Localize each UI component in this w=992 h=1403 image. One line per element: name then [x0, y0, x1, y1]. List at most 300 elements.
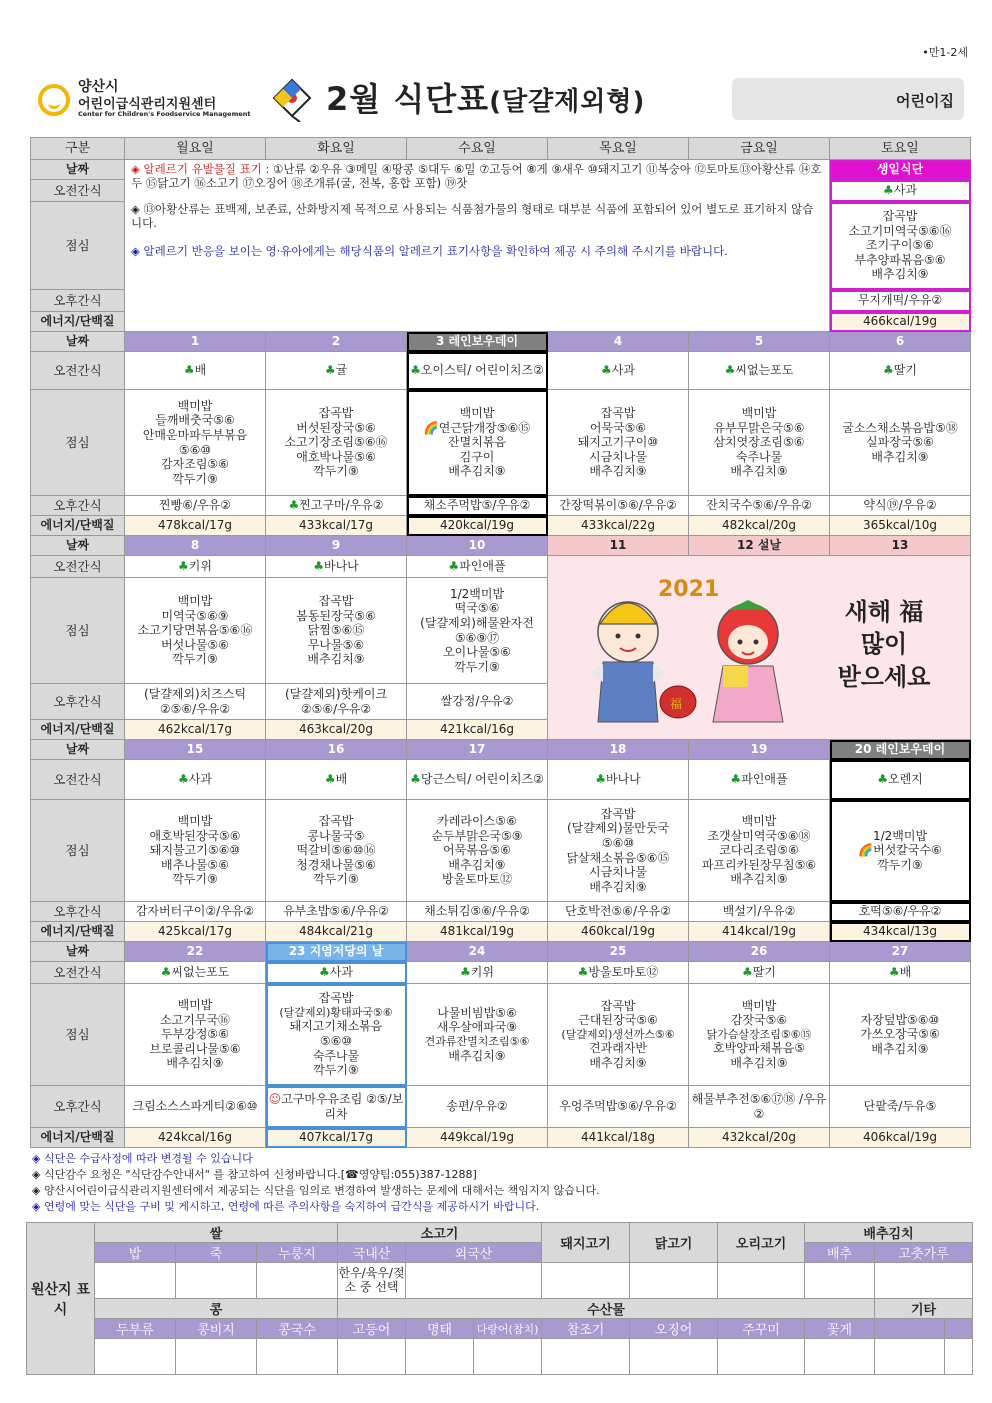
center-logo [38, 76, 268, 120]
origin-rice: 쌀 [95, 1223, 338, 1243]
lunch-cell [548, 390, 689, 496]
age-group-note: •만1-2세 [922, 46, 968, 59]
lunch-item: 굴소스채소볶음밥⑤⑱ [842, 420, 958, 435]
pm-snack: 잔치국수⑤⑥/우유② [689, 496, 830, 516]
am-snack [266, 352, 407, 390]
date-cell: 19 [689, 740, 830, 760]
lunch-item: 배추김치⑨ [166, 1056, 224, 1071]
reaction-note: ◈ 알레르기 반응을 보이는 영·유아에게는 해당식품의 알레르기 표기사항을 확인하여 제공 시 주의해 주시기를 바랍니다. [131, 244, 728, 259]
pm-snack: 채소튀김⑤⑥/우유② [407, 902, 548, 922]
header-category: 구분 [31, 138, 125, 160]
clover-icon: ♣ [730, 772, 742, 787]
lunch-item: 코다리조림⑤⑥ [719, 843, 799, 858]
row-label-lunch: 점심 [31, 984, 125, 1086]
footer-note: ◈ 양산시어린이급식관리지원센터에서 제공되는 식단을 임의로 변경하여 발생하는 문제에 대해서는 책임지지 않습니다. [32, 1184, 600, 1198]
lunch-item: 백미밥 [741, 405, 777, 420]
allergy-list: ①난류 ②우유 ③메밀 ④땅콩 ⑤대두 ⑥밀 ⑦고등어 ⑧게 ⑨새우 ⑩돼지고기 ⑪복숭아 ⑫토마토⑬아황산류 ⑭호두 ⑮닭고기 ⑯소고기 ⑰오징어 ⑱조개류(굴, 전복, 홍합 포함) ⑲잣 [131, 162, 822, 191]
lunch-cell [407, 800, 548, 902]
pm-snack: 크림소스스파게티②⑥⑩ [125, 1086, 266, 1128]
clover-icon: ♣ [448, 559, 460, 574]
am-snack [689, 962, 830, 984]
lunch-item: 견과래자반 [589, 1041, 647, 1056]
lunch-item: 버섯된장국⑤⑥ [296, 420, 376, 435]
lunch-item [408, 421, 546, 436]
lucky-pouch-label: 福 [670, 697, 683, 711]
header-friday: 금요일 [689, 138, 830, 160]
lunch-cell [830, 800, 971, 902]
am-snack-text: 키위 [470, 965, 494, 980]
row-label-pm: 오후간식 [31, 290, 125, 312]
am-snack [125, 962, 266, 984]
lunch-item: 어묵볶음⑤⑥ [443, 843, 511, 858]
logo-city: 양산시 [78, 79, 119, 95]
allergy-notes [125, 160, 830, 332]
date-cell: 5 [689, 332, 830, 352]
lunch-item: 배추김치⑨ [448, 1048, 506, 1063]
energy-cell: 434kcal/13g [830, 922, 971, 942]
lunch-item: 새우살애파국⑨ [436, 1020, 518, 1035]
am-snack-text: 딸기 [893, 363, 917, 378]
pm-snack: (달걀제외)핫케이크 ②⑤⑥/우유② [266, 684, 407, 720]
pm-snack: 채소주먹밥⑤/우유② [407, 496, 548, 516]
clover-icon: ♣ [324, 363, 336, 378]
menu-table [30, 137, 971, 1148]
am-snack [830, 352, 971, 390]
lunch-item: 돼지불고기⑤⑥⑩ [149, 843, 241, 858]
lunch-item: 배추김치⑨ [589, 1055, 647, 1070]
origin-seafood-sub: 꽃게 [805, 1319, 875, 1339]
row-label-am: 오전간식 [31, 180, 125, 202]
lunch-item: 백미밥 [177, 813, 213, 828]
energy-cell: 449kcal/19g [407, 1128, 548, 1148]
am-snack [689, 352, 830, 390]
lunch-cell [830, 984, 971, 1086]
origin-bean-sub: 콩국수 [257, 1319, 338, 1339]
am-snack [830, 180, 971, 202]
am-snack-text: 배 [194, 363, 207, 378]
lunch-item: 자장덮밥⑤⑥⑩ [860, 1012, 940, 1027]
lunch-item: 백미밥 [177, 593, 213, 608]
lunch-item: 깍두기⑨ [313, 464, 359, 479]
lunch-item: 시금치나물 [589, 865, 647, 880]
lunch-item: 시금치나물 [589, 449, 647, 464]
date-cell: 15 [125, 740, 266, 760]
origin-kimchi-sub: 배추 [805, 1243, 875, 1263]
lunch-cell [125, 984, 266, 1086]
origin-kimchi-sub: 고춧가루 [875, 1243, 973, 1263]
lunch-cell [689, 800, 830, 902]
new-year-greeting [548, 556, 971, 740]
footer-note: ◈ 식단은 수급사정에 따라 변경될 수 있습니다 [32, 1152, 253, 1165]
lunch-item: 깍두기⑨ [172, 471, 218, 486]
date-cell-rainbow-day: 3 레인보우데이 [407, 332, 548, 352]
row-label-lunch: 점심 [31, 390, 125, 496]
date-cell: 18 [548, 740, 689, 760]
pm-snack: 유부초밥⑤⑥/우유② [266, 902, 407, 922]
origin-value [542, 1339, 630, 1375]
date-cell-seollal: 12 설날 [689, 536, 830, 556]
row-label-energy: 에너지/단백질 [31, 1128, 125, 1148]
origin-value [805, 1263, 875, 1299]
energy-cell: 433kcal/17g [266, 516, 407, 536]
energy-cell: 365kcal/10g [830, 516, 971, 536]
lunch-item: 닭찜⑤⑥⑮ [307, 623, 365, 638]
lunch-item: 배추김치⑨ [730, 872, 788, 887]
origin-etc: 기타 [875, 1299, 973, 1319]
energy-cell: 424kcal/16g [125, 1128, 266, 1148]
lunch-item: 감잣국⑤⑥ [730, 1013, 788, 1028]
am-snack-text: 당근스틱/ 어린이치즈② [420, 772, 544, 787]
footer-note: ◈ 식단감수 요청은 "식단감수안내서" 를 참고하여 신청바랍니다.[☎영양팀:055)387-1288] [32, 1168, 477, 1182]
am-snack-text: 바나나 [323, 559, 359, 574]
lunch-item: 순두부맑은국⑤⑨ [431, 828, 523, 843]
date-cell: 2 [266, 332, 407, 352]
lunch-cell [125, 578, 266, 684]
lunch-item: 잡곡밥 [318, 405, 354, 420]
origin-value [875, 1339, 945, 1375]
origin-beef: 소고기 [338, 1223, 542, 1243]
header-tuesday: 화요일 [266, 138, 407, 160]
lunch-item: ⑤⑥⑩ [178, 442, 212, 457]
lunch-item: 조갯살미역국⑤⑥⑱ [707, 828, 811, 843]
lunch-item: 떡갈비⑤⑥⑩⑯ [296, 843, 376, 858]
origin-value [406, 1339, 474, 1375]
row-label-am: 오전간식 [31, 556, 125, 578]
logo-english-name: Center for Children's Foodservice Management [78, 110, 251, 118]
row-label-am: 오전간식 [31, 962, 125, 984]
origin-seafood-sub: 참조기 [542, 1319, 630, 1339]
clover-icon: ♣ [410, 363, 421, 378]
am-snack [689, 760, 830, 800]
lunch-item: 깍두기⑨ [313, 872, 359, 887]
date-cell: 8 [125, 536, 266, 556]
origin-beef-sub: 국내산 [338, 1243, 406, 1263]
lunch-item: 깍두기⑨ [454, 659, 500, 674]
lunch-item: 방울토마토⑫ [442, 872, 512, 887]
lunch-item [831, 843, 969, 858]
lunch-item: 닭가슴살장조림⑤⑥⑮ [706, 1027, 812, 1041]
lunch-item: 배추김치⑨ [448, 857, 506, 872]
clover-icon: ♣ [288, 498, 300, 513]
origin-value [718, 1339, 805, 1375]
energy-cell: 462kcal/17g [125, 720, 266, 740]
sulfite-note: ◈ ⑬아황산류는 표백제, 보존료, 산화방지제 목적으로 사용되는 식품첨가물의 형태로 대부분 식품에 포함되어 있어 별도로 표기하지 않습니다. [131, 202, 814, 231]
lunch-item: 브로콜리나물⑤⑥ [149, 1041, 241, 1056]
am-snack-text: 오렌지 [887, 772, 923, 787]
am-snack-text: 파인애플 [459, 559, 506, 574]
origin-seafood-sub: 주꾸미 [718, 1319, 805, 1339]
am-snack-text: 바나나 [605, 772, 641, 787]
date-cell: 27 [830, 942, 971, 962]
pm-snack: 백설기/우유② [689, 902, 830, 922]
pm-snack: 단팥죽/두유⑤ [830, 1086, 971, 1128]
lunch-cell [407, 984, 548, 1086]
clover-icon: ♣ [183, 363, 195, 378]
lunch-item: 소고기무국⑯ [160, 1012, 230, 1027]
pm-snack: 찐빵⑥/우유② [125, 496, 266, 516]
origin-etc-sub [875, 1319, 945, 1339]
am-snack [407, 760, 548, 800]
lunch-item: 떡국⑤⑥ [454, 601, 500, 616]
am-snack [266, 760, 407, 800]
lunch-item: 애호박나물⑤⑥ [296, 449, 376, 464]
am-snack [830, 962, 971, 984]
lunch-item-text: 연근닭개장⑤⑥⑮ [438, 420, 531, 435]
lunch-item: 돼지고기채소볶음 [289, 1019, 383, 1034]
origin-label: 원산지 표시 [27, 1223, 95, 1375]
lunch-item: 소고기장조림⑤⑥⑯ [284, 435, 388, 450]
date-cell: 6 [830, 332, 971, 352]
footer-notes [32, 1151, 972, 1215]
pm-snack: 호떡⑤⑥/우유② [830, 902, 971, 922]
energy-cell: 433kcal/22g [548, 516, 689, 536]
lunch-item: 잡곡밥 [600, 806, 636, 821]
lunch-item: 백미밥 [741, 813, 777, 828]
origin-value [945, 1339, 973, 1375]
origin-bean-sub: 두부류 [95, 1319, 176, 1339]
row-label-energy: 에너지/단백질 [31, 922, 125, 942]
am-snack-text: 사과 [893, 183, 917, 198]
date-birthday: 생일식단 [830, 160, 971, 180]
am-snack [548, 352, 689, 390]
row-label-am: 오전간식 [31, 352, 125, 390]
row-label-date: 날짜 [31, 160, 125, 180]
am-snack-text: 파인애플 [741, 772, 788, 787]
am-snack-text: 사과 [611, 363, 635, 378]
date-cell-rainbow-day: 20 레인보우데이 [830, 740, 971, 760]
greeting-line: 새해 福 [844, 598, 924, 626]
lunch-item: 깍두기⑨ [172, 872, 218, 887]
clover-icon: ♣ [178, 772, 189, 787]
lunch-cell [689, 984, 830, 1086]
lunch-item: 소고기당면볶음⑤⑥⑯ [137, 623, 253, 638]
row-label-pm: 오후간식 [31, 902, 125, 922]
origin-seafood-sub: 다랑어(참치) [474, 1319, 542, 1339]
lunch-item: 근대된장국⑤⑥ [578, 1013, 658, 1028]
am-snack-text: 사과 [329, 965, 353, 980]
header-thursday: 목요일 [548, 138, 689, 160]
lunch-item: 가쓰오장국⑤⑥ [860, 1027, 940, 1042]
am-snack [125, 352, 266, 390]
clover-icon: ♣ [595, 772, 606, 787]
lunch-item: 백미밥 [741, 998, 777, 1013]
pm-snack: (달걀제외)치즈스틱 ②⑤⑥/우유② [125, 684, 266, 720]
pm-snack: 무지개떡/우유② [830, 290, 971, 312]
school-name: 어린이집 [732, 78, 964, 120]
origin-value [257, 1263, 338, 1299]
lunch-item: 삼치엿장조림⑤⑥ [713, 435, 805, 450]
clover-icon: ♣ [160, 965, 172, 980]
row-label-date: 날짜 [31, 942, 125, 962]
rainbow-icon: 🌈 [858, 843, 874, 858]
origin-seafood: 수산물 [338, 1299, 875, 1319]
lunch-item: 깍두기⑨ [172, 652, 218, 667]
origin-beef-note: 한우/육우/젖소 중 선택 [338, 1263, 406, 1299]
kite-icon [270, 78, 314, 122]
lunch-item: 잡곡밥 [882, 208, 918, 223]
lunch-item: (달걀제외)해물완자전 [420, 615, 534, 630]
lunch-item: 배추김치⑨ [730, 464, 788, 479]
date-cell: 26 [689, 942, 830, 962]
lunch-cell [125, 800, 266, 902]
footer-note: ◈ 연령에 맞는 식단을 구비 및 게시하고, 연령에 따른 주의사항을 숙지하여 급간식을 제공하시기 바랍니다. [32, 1200, 540, 1214]
lunch-item: 돼지고기구이⑩ [577, 435, 659, 450]
date-cell: 24 [407, 942, 548, 962]
origin-value [406, 1263, 542, 1299]
lunch-cell [830, 202, 971, 290]
lunch-item: 1/2백미밥 [872, 828, 928, 843]
origin-chicken: 닭고기 [630, 1223, 718, 1263]
am-snack-text: 방울토마토⑫ [588, 965, 659, 980]
am-snack-text: 배 [335, 772, 348, 787]
lunch-cell [266, 800, 407, 902]
am-snack [407, 352, 548, 390]
row-label-date: 날짜 [31, 332, 125, 352]
lunch-item: 부추양파볶음⑤⑥ [854, 252, 946, 267]
lunch-item: 들깨배춧국⑤⑥ [155, 413, 235, 428]
pm-snack: 송편/우유② [407, 1086, 548, 1128]
energy-cell: 420kcal/19g [407, 516, 548, 536]
origin-etc-sub [945, 1319, 973, 1339]
clover-icon: ♣ [460, 965, 471, 980]
am-snack-text: 딸기 [752, 965, 776, 980]
am-snack [266, 962, 407, 984]
lunch-item: 오이나물⑤⑥ [443, 645, 511, 660]
am-snack [407, 556, 548, 578]
title-sub: (달걀제외형) [489, 87, 646, 117]
pm-snack: 우엉주먹밥⑤⑥/우유② [548, 1086, 689, 1128]
origin-value [630, 1339, 718, 1375]
origin-table [26, 1222, 973, 1375]
lunch-cell [125, 390, 266, 496]
energy-cell: 478kcal/17g [125, 516, 266, 536]
origin-rice-sub: 밥 [95, 1243, 176, 1263]
origin-bean-sub: 콩비지 [176, 1319, 257, 1339]
row-label-lunch: 점심 [31, 800, 125, 902]
origin-pork: 돼지고기 [542, 1223, 630, 1263]
energy-cell: 466kcal/19g [830, 312, 971, 332]
logo-center-name: 어린이급식관리지원센터 [78, 97, 217, 112]
origin-rice-sub: 누룽지 [257, 1243, 338, 1263]
row-label-am: 오전간식 [31, 760, 125, 800]
am-snack [548, 962, 689, 984]
header-wednesday: 수요일 [407, 138, 548, 160]
row-label-pm: 오후간식 [31, 684, 125, 720]
origin-value [542, 1263, 630, 1299]
origin-duck: 오리고기 [718, 1223, 805, 1263]
am-snack-text: 귤 [335, 363, 348, 378]
title-main: 2월 식단표 [326, 80, 490, 118]
energy-cell: 432kcal/20g [689, 1128, 830, 1148]
clover-icon: ♣ [724, 363, 736, 378]
chef-face-icon: ☺ [268, 1091, 282, 1106]
lunch-cell [548, 984, 689, 1086]
lunch-item: 배추김치⑨ [871, 449, 929, 464]
energy-cell: 484kcal/21g [266, 922, 407, 942]
am-snack-text: 키위 [188, 559, 212, 574]
row-label-pm: 오후간식 [31, 1086, 125, 1128]
lunch-item: 안매운마파두부볶음 [142, 427, 248, 442]
lunch-item: (달걀제외)물만둣국 [566, 821, 670, 836]
lunch-item: 숙주나물 [312, 1048, 360, 1063]
lunch-item: 애호박된장국⑤⑥ [149, 828, 241, 843]
pm-snack-text: 찐고구마/우유② [299, 498, 384, 513]
lunch-item: 닭살채소볶음⑤⑥⑮ [566, 850, 670, 865]
clover-icon: ♣ [324, 772, 336, 787]
lunch-item: 호박양파채볶음⑤ [713, 1041, 805, 1056]
origin-value [176, 1263, 257, 1299]
origin-value [875, 1263, 973, 1299]
lunch-item: 실파장국⑤⑥ [866, 435, 934, 450]
lunch-item: 소고기미역국⑤⑥⑯ [848, 223, 952, 238]
rainbow-icon: 🌈 [423, 420, 439, 435]
date-cell-holiday: 11 [548, 536, 689, 556]
origin-value [474, 1339, 542, 1375]
date-cell: 22 [125, 942, 266, 962]
am-snack-text: 배 [899, 965, 912, 980]
row-label-energy: 에너지/단백질 [31, 312, 125, 332]
energy-cell: 414kcal/19g [689, 922, 830, 942]
origin-value [805, 1339, 875, 1375]
greeting-line: 받으세요 [837, 662, 931, 691]
lunch-item: 나물비빔밥⑤⑥ [437, 1005, 517, 1020]
lunch-item: 견과류잔멸치조림⑤⑥ [424, 1035, 530, 1049]
date-cell-holiday: 13 [830, 536, 971, 556]
date-cell: 4 [548, 332, 689, 352]
greeting-line: 많이 [860, 630, 908, 659]
lunch-item: 배추김치⑨ [730, 1055, 788, 1070]
energy-cell: 421kcal/16g [407, 720, 548, 740]
row-label-date: 날짜 [31, 536, 125, 556]
lunch-item: 잡곡밥 [318, 593, 354, 608]
clover-icon: ♣ [877, 772, 888, 787]
energy-cell: 481kcal/19g [407, 922, 548, 942]
lunch-item: 조기구이⑤⑥ [866, 238, 934, 253]
pm-snack: 감자버터구이②/우유② [125, 902, 266, 922]
pm-snack: 쌀강정/우유② [407, 684, 548, 720]
date-cell: 9 [266, 536, 407, 556]
lunch-item: 배추김치⑨ [589, 464, 647, 479]
lunch-item: 배추김치⑨ [307, 652, 365, 667]
row-label-date: 날짜 [31, 740, 125, 760]
lunch-item: 백미밥 [459, 405, 495, 420]
lunch-item: 배추김치⑨ [589, 879, 647, 894]
lunch-item: 배추나물⑤⑥ [161, 857, 229, 872]
origin-bean: 콩 [95, 1299, 338, 1319]
origin-seafood-sub: 명태 [406, 1319, 474, 1339]
clover-icon: ♣ [577, 965, 589, 980]
energy-cell: 407kcal/17g [266, 1128, 407, 1148]
origin-rice-sub: 죽 [176, 1243, 257, 1263]
am-snack [125, 760, 266, 800]
origin-value [718, 1263, 805, 1299]
lunch-item: 잡곡밥 [318, 991, 354, 1006]
lunch-item: 백미밥 [177, 398, 213, 413]
date-cell: 16 [266, 740, 407, 760]
lunch-item: 잡곡밥 [318, 813, 354, 828]
origin-beef-sub: 외국산 [406, 1243, 542, 1263]
date-cell: 17 [407, 740, 548, 760]
clover-icon: ♣ [888, 965, 900, 980]
origin-value [95, 1339, 176, 1375]
energy-cell: 460kcal/19g [548, 922, 689, 942]
am-snack [548, 760, 689, 800]
lunch-item-text: 버섯칼국수⑥ [873, 843, 942, 858]
date-cell: 10 [407, 536, 548, 556]
am-snack [266, 556, 407, 578]
pm-snack: 간장떡볶이⑤⑥/우유② [548, 496, 689, 516]
lunch-item: ⑤⑥⑨⑰ [454, 630, 500, 645]
